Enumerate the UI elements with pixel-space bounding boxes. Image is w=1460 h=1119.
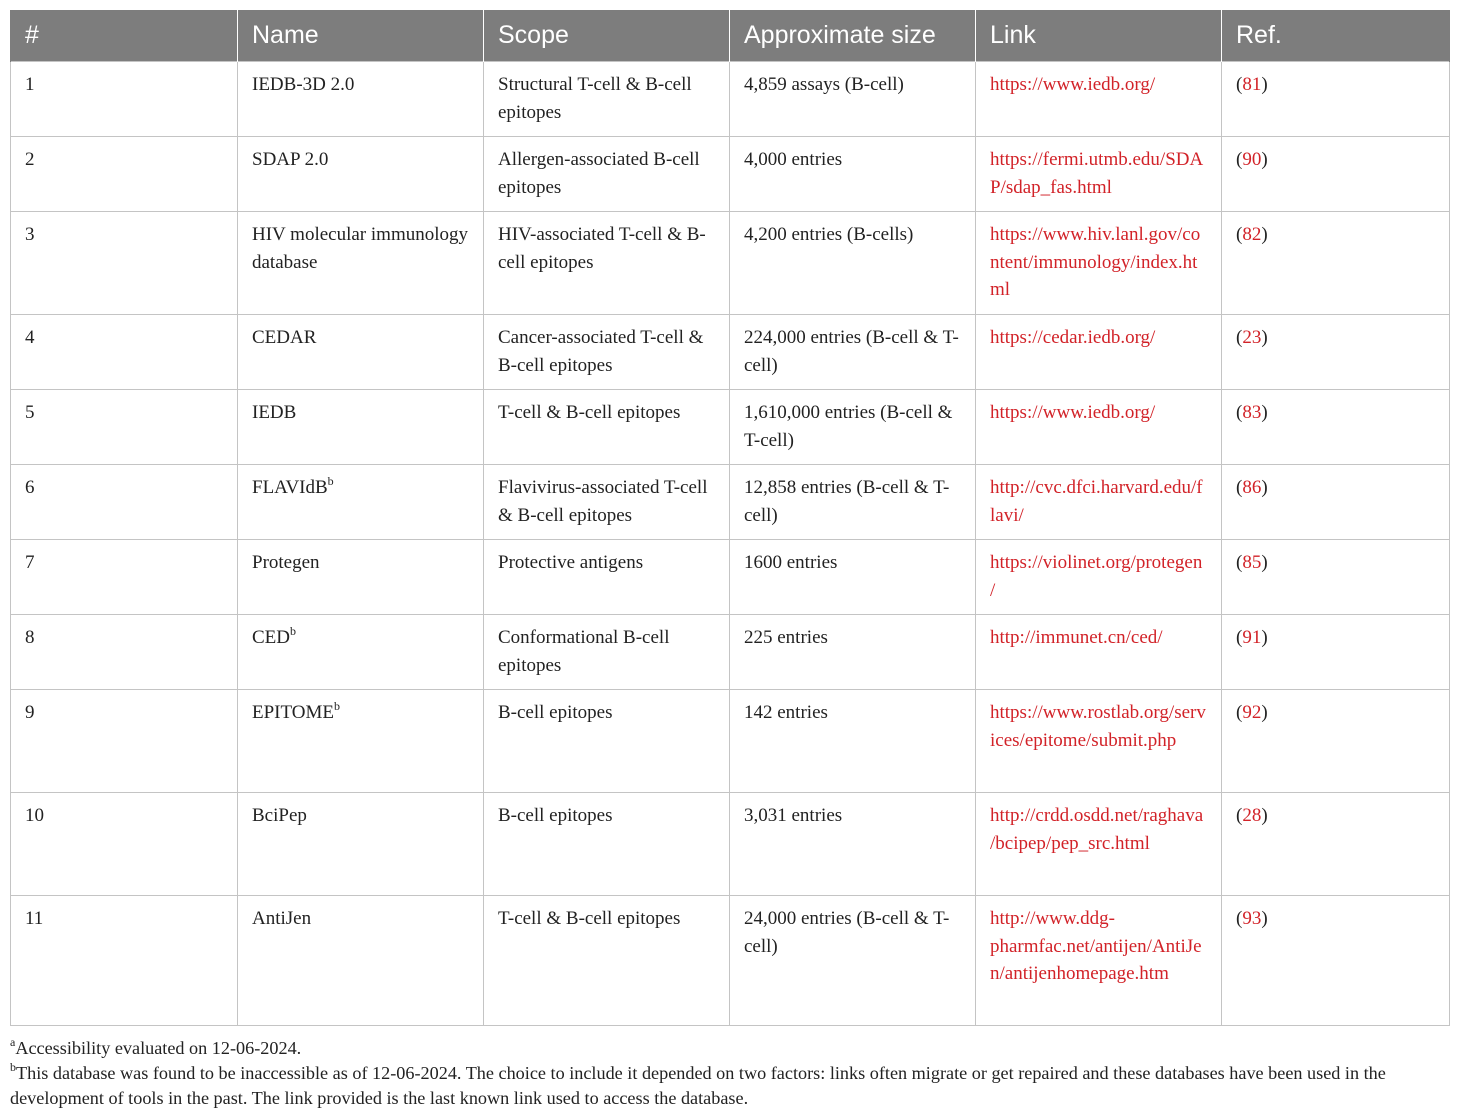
name-text: CED [252,627,290,648]
cell-size: 4,200 entries (B-cells) [730,212,976,315]
cell-scope: HIV-associated T-cell & B-cell epitopes [484,212,730,315]
cell-number: 9 [11,690,238,793]
name-text: CEDAR [252,327,317,348]
ref-close-paren: ) [1261,908,1268,929]
ref-open-paren: ( [1236,149,1243,170]
cell-link [976,793,1222,896]
cell-scope: Protective antigens [484,540,730,615]
cell-name [238,62,484,137]
ref-open-paren: ( [1236,627,1243,648]
cell-scope: Flavivirus-associated T-cell & B-cell epitopes [484,465,730,540]
cell-link [976,212,1222,315]
cell-number: 5 [11,390,238,465]
cell-scope: B-cell epitopes [484,690,730,793]
database-link[interactable]: http://www.ddg-pharmfac.net/antijen/AntiJen/antijenhomepage.htm [990,908,1202,984]
ref-open-paren: ( [1236,908,1243,929]
ref-open-paren: ( [1236,402,1243,423]
footnote-a [10,1036,1452,1061]
name-footnote-mark: b [333,699,340,713]
ref-close-paren: ) [1261,327,1268,348]
table-body [11,62,1450,1026]
cell-name [238,390,484,465]
ref-open-paren: ( [1236,74,1243,95]
cell-size: 1,610,000 entries (B-cell & T-cell) [730,390,976,465]
cell-name [238,315,484,390]
database-link[interactable]: http://crdd.osdd.net/raghava/bcipep/pep_src.html [990,805,1204,854]
ref-close-paren: ) [1261,805,1268,826]
name-text: HIV molecular immunology database [252,224,469,273]
cell-size: 225 entries [730,615,976,690]
cell-size: 3,031 entries [730,793,976,896]
table-footnotes [10,1036,1452,1111]
ref-link[interactable]: 85 [1242,552,1262,573]
table-header-row [11,10,1450,62]
ref-link[interactable]: 86 [1242,477,1262,498]
ref-close-paren: ) [1261,402,1268,423]
cell-size: 224,000 entries (B-cell & T-cell) [730,315,976,390]
name-text: SDAP 2.0 [252,149,329,170]
cell-scope: Cancer-associated T-cell & B-cell epitopes [484,315,730,390]
cell-number: 10 [11,793,238,896]
cell-link [976,315,1222,390]
footnote-mark: b [10,1060,16,1074]
cell-ref [1222,615,1450,690]
cell-name [238,896,484,1026]
table-row [11,212,1450,315]
name-text: IEDB-3D 2.0 [252,74,355,95]
cell-size: 4,000 entries [730,137,976,212]
table-row [11,793,1450,896]
footnote-mark: a [10,1035,16,1049]
cell-size: 1600 entries [730,540,976,615]
cell-name [238,690,484,793]
cell-ref [1222,540,1450,615]
name-text: IEDB [252,402,297,423]
ref-link[interactable]: 92 [1242,702,1262,723]
cell-scope: Allergen-associated B-cell epitopes [484,137,730,212]
database-link[interactable]: https://fermi.utmb.edu/SDAP/sdap_fas.html [990,149,1204,198]
ref-close-paren: ) [1261,627,1268,648]
cell-size: 4,859 assays (B-cell) [730,62,976,137]
cell-ref [1222,465,1450,540]
cell-link [976,390,1222,465]
table-row [11,62,1450,137]
cell-name [238,465,484,540]
name-text: BciPep [252,805,307,826]
ref-close-paren: ) [1261,224,1268,245]
col-header-scope[interactable]: Scope [484,10,730,62]
ref-open-paren: ( [1236,327,1243,348]
cell-number: 11 [11,896,238,1026]
ref-link[interactable]: 23 [1242,327,1262,348]
ref-link[interactable]: 93 [1242,908,1262,929]
database-link[interactable]: https://www.rostlab.org/services/epitome/submit.php [990,702,1206,751]
cell-number: 4 [11,315,238,390]
database-link[interactable]: http://immunet.cn/ced/ [990,627,1163,648]
cell-number: 6 [11,465,238,540]
table-row [11,137,1450,212]
cell-link [976,540,1222,615]
cell-ref [1222,896,1450,1026]
cell-link [976,615,1222,690]
cell-ref [1222,62,1450,137]
ref-open-paren: ( [1236,702,1243,723]
ref-link[interactable]: 83 [1242,402,1262,423]
name-text: FLAVIdB [252,477,328,498]
ref-close-paren: ) [1261,702,1268,723]
cell-scope: B-cell epitopes [484,793,730,896]
cell-number: 7 [11,540,238,615]
name-footnote-mark: b [327,474,334,488]
ref-open-paren: ( [1236,224,1243,245]
cell-number: 8 [11,615,238,690]
table-row [11,390,1450,465]
cell-scope: T-cell & B-cell epitopes [484,390,730,465]
cell-scope: T-cell & B-cell epitopes [484,896,730,1026]
ref-close-paren: ) [1261,552,1268,573]
cell-name [238,212,484,315]
ref-link[interactable]: 91 [1242,627,1262,648]
cell-name [238,137,484,212]
ref-open-paren: ( [1236,805,1243,826]
table-row [11,540,1450,615]
cell-size: 12,858 entries (B-cell & T-cell) [730,465,976,540]
cell-number: 1 [11,62,238,137]
database-link[interactable]: https://violinet.org/protegen/ [990,552,1203,601]
table-row [11,896,1450,1026]
cell-scope: Conformational B-cell epitopes [484,615,730,690]
ref-close-paren: ) [1261,149,1268,170]
ref-open-paren: ( [1236,552,1243,573]
table-row [11,615,1450,690]
cell-number: 3 [11,212,238,315]
cell-ref [1222,793,1450,896]
ref-close-paren: ) [1261,74,1268,95]
database-link[interactable]: https://cedar.iedb.org/ [990,327,1156,348]
cell-name [238,793,484,896]
cell-link [976,62,1222,137]
cell-link [976,690,1222,793]
ref-link[interactable]: 81 [1242,74,1262,95]
col-header-link[interactable]: Link [976,10,1222,62]
table-row [11,465,1450,540]
cell-link [976,137,1222,212]
cell-ref [1222,315,1450,390]
database-table [10,10,1450,1026]
name-text: AntiJen [252,908,312,929]
col-header-number[interactable]: # [11,10,238,62]
cell-name [238,615,484,690]
ref-link[interactable]: 82 [1242,224,1262,245]
cell-scope: Structural T-cell & B-cell epitopes [484,62,730,137]
database-link[interactable]: http://cvc.dfci.harvard.edu/flavi/ [990,477,1203,526]
cell-number: 2 [11,137,238,212]
cell-link [976,465,1222,540]
name-text: EPITOME [252,702,334,723]
footnote-text: This database was found to be inaccessible as of 12-06-2024. The choice to include it depended on two factors: links often migrate or get repaired and these databases have been used in the development of tools in the past. The link provided is the last known link used to access the database. [10,1063,1386,1108]
table-row [11,315,1450,390]
name-footnote-mark: b [290,624,296,638]
cell-size: 24,000 entries (B-cell & T-cell) [730,896,976,1026]
database-link[interactable]: https://www.iedb.org/ [990,74,1156,95]
footnote-b [10,1061,1452,1111]
database-table-container [10,10,1449,1026]
cell-ref [1222,137,1450,212]
col-header-size[interactable]: Approximate size [730,10,976,62]
footnote-text: Accessibility evaluated on 12-06-2024. [15,1038,302,1058]
cell-ref [1222,212,1450,315]
name-text: Protegen [252,552,320,573]
cell-name [238,540,484,615]
database-link[interactable]: https://www.hiv.lanl.gov/content/immunology/index.html [990,224,1201,300]
ref-link[interactable]: 90 [1242,149,1262,170]
cell-link [976,896,1222,1026]
cell-size: 142 entries [730,690,976,793]
col-header-ref[interactable]: Ref. [1222,10,1450,62]
cell-ref [1222,690,1450,793]
database-link[interactable]: https://www.iedb.org/ [990,402,1156,423]
ref-link[interactable]: 28 [1242,805,1262,826]
col-header-name[interactable]: Name [238,10,484,62]
table-row [11,690,1450,793]
ref-open-paren: ( [1236,477,1243,498]
cell-ref [1222,390,1450,465]
ref-close-paren: ) [1261,477,1268,498]
